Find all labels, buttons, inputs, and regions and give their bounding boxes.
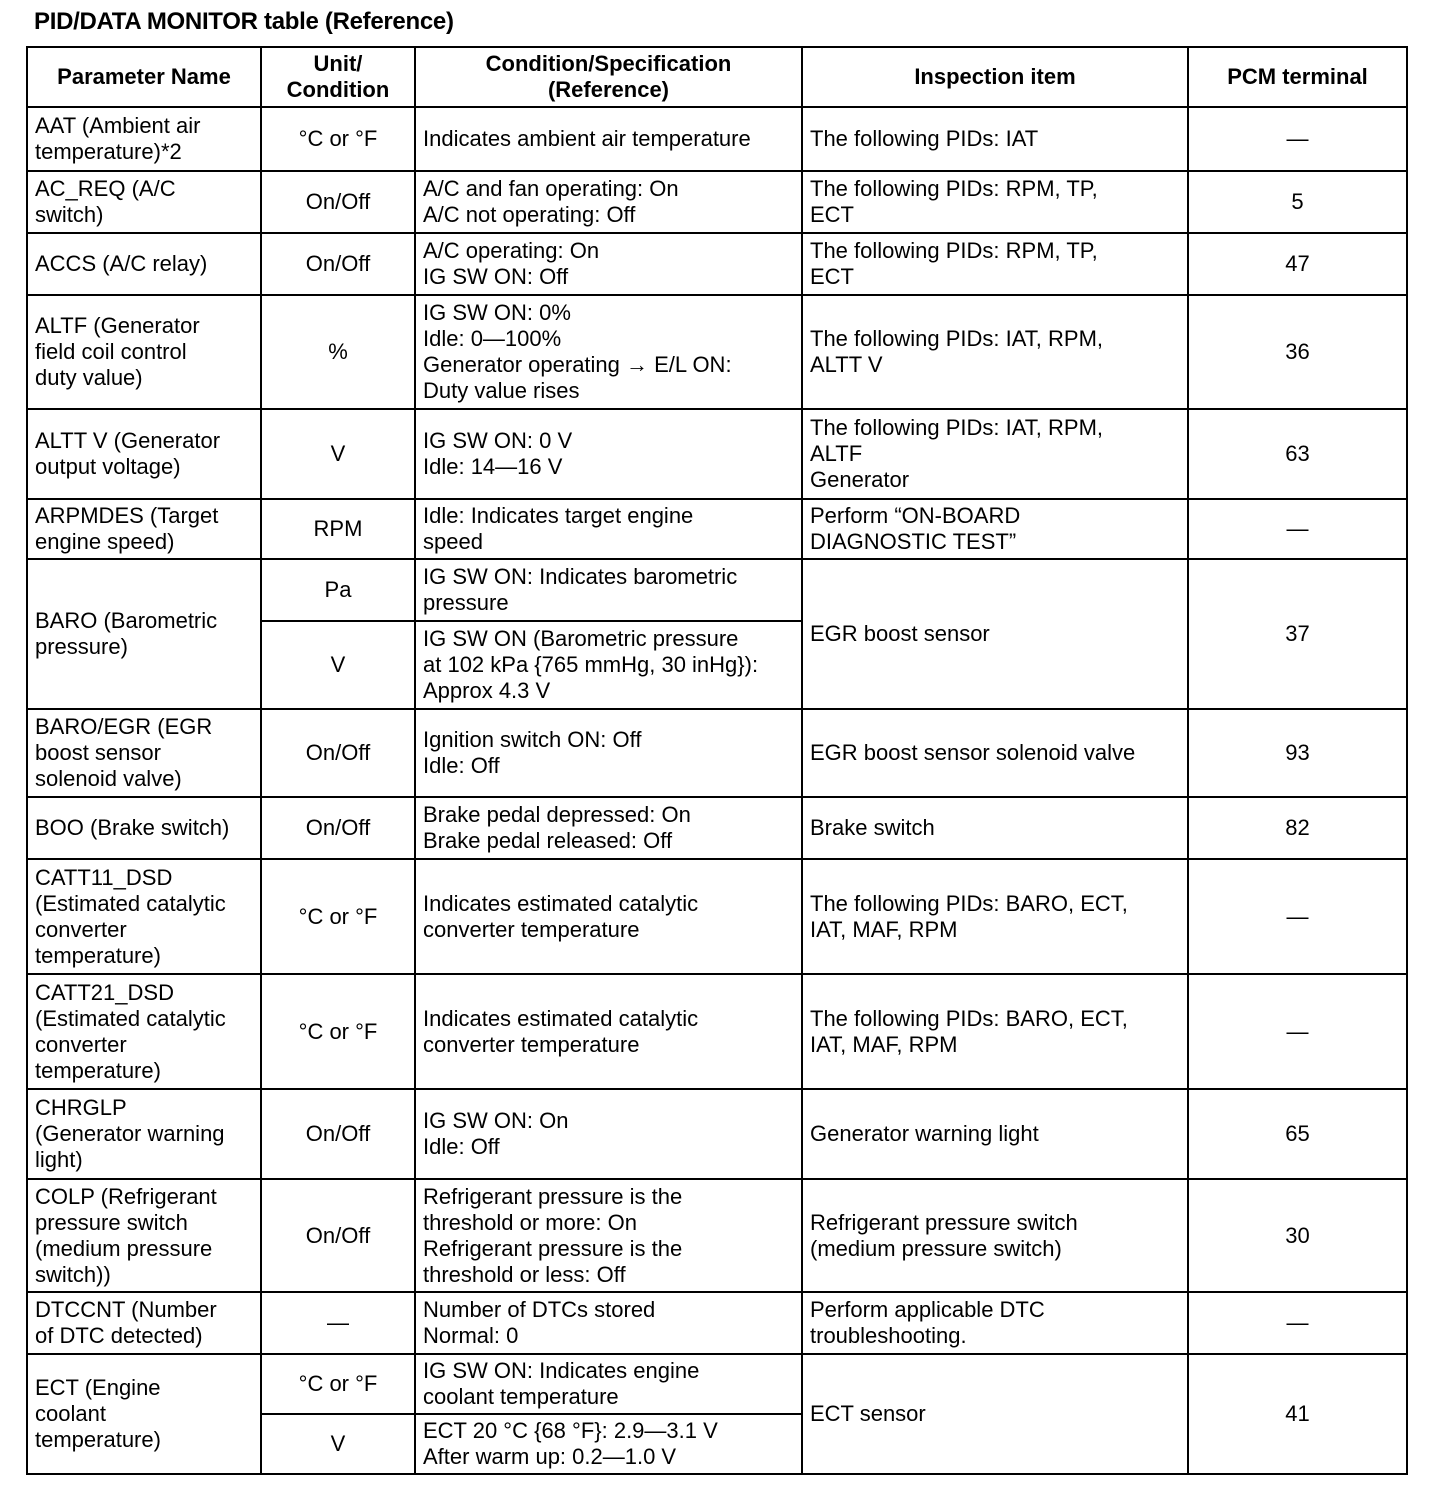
condition-specification: IG SW ON (Barometric pressure at 102 kPa {765 mmHg, 30 inHg}): Approx 4.3 V [415,621,802,709]
table-row [27,409,1407,499]
pcm-terminal: 41 [1188,1354,1407,1474]
unit-condition: On/Off [261,1179,415,1292]
parameter-name: ALTT V (Generator output voltage) [27,409,261,499]
parameter-name: COLP (Refrigerant pressure switch (medium pressure switch)) [27,1179,261,1292]
inspection-item: Refrigerant pressure switch (medium pressure switch) [802,1179,1188,1292]
page-title: PID/DATA MONITOR table (Reference) [34,8,454,35]
unit-condition: — [261,1292,415,1354]
inspection-item: Perform “ON-BOARD DIAGNOSTIC TEST” [802,499,1188,559]
pcm-terminal: 36 [1188,295,1407,409]
pcm-terminal: 63 [1188,409,1407,499]
parameter-name: ALTF (Generator field coil control duty value) [27,295,261,409]
unit-condition: RPM [261,499,415,559]
table-row [27,859,1407,974]
condition-specification: IG SW ON: On Idle: Off [415,1089,802,1179]
inspection-item: Perform applicable DTC troubleshooting. [802,1292,1188,1354]
unit-condition: On/Off [261,233,415,295]
parameter-name: AC_REQ (A/C switch) [27,171,261,233]
unit-condition: V [261,621,415,709]
condition-specification: Indicates estimated catalytic converter temperature [415,974,802,1089]
pcm-terminal: — [1188,107,1407,171]
condition-specification: A/C and fan operating: On A/C not operating: Off [415,171,802,233]
inspection-item: The following PIDs: RPM, TP, ECT [802,171,1188,233]
table-row [27,1354,1407,1414]
table-row [27,709,1407,797]
parameter-name: ARPMDES (Target engine speed) [27,499,261,559]
unit-condition: On/Off [261,1089,415,1179]
inspection-item: EGR boost sensor [802,559,1188,709]
pid-data-monitor-table [26,46,1408,1475]
pcm-terminal: 5 [1188,171,1407,233]
header-inspection-item: Inspection item [802,47,1188,107]
pcm-terminal: 47 [1188,233,1407,295]
condition-specification: Number of DTCs stored Normal: 0 [415,1292,802,1354]
pcm-terminal: — [1188,499,1407,559]
unit-condition: °C or °F [261,107,415,171]
unit-condition: On/Off [261,797,415,859]
inspection-item: The following PIDs: BARO, ECT, IAT, MAF, RPM [802,974,1188,1089]
unit-condition: °C or °F [261,1354,415,1414]
inspection-item: The following PIDs: IAT, RPM, ALTT V [802,295,1188,409]
unit-condition: V [261,409,415,499]
table-row [27,1089,1407,1179]
inspection-item: ECT sensor [802,1354,1188,1474]
condition-specification: Ignition switch ON: Off Idle: Off [415,709,802,797]
unit-condition: °C or °F [261,974,415,1089]
table-row [27,559,1407,621]
table-row [27,295,1407,409]
condition-specification: IG SW ON: 0% Idle: 0—100% Generator operating → E/L ON: Duty value rises [415,295,802,409]
table-row [27,171,1407,233]
condition-specification: Brake pedal depressed: On Brake pedal released: Off [415,797,802,859]
table-header-row [27,47,1407,107]
pcm-terminal: — [1188,974,1407,1089]
condition-specification: IG SW ON: Indicates engine coolant temperature [415,1354,802,1414]
parameter-name: CATT11_DSD (Estimated catalytic converter temperature) [27,859,261,974]
pcm-terminal: 37 [1188,559,1407,709]
condition-specification: Indicates estimated catalytic converter temperature [415,859,802,974]
condition-specification: A/C operating: On IG SW ON: Off [415,233,802,295]
inspection-item: Brake switch [802,797,1188,859]
condition-specification: Refrigerant pressure is the threshold or more: On Refrigerant pressure is the threshold or less: Off [415,1179,802,1292]
table-row [27,233,1407,295]
inspection-item: EGR boost sensor solenoid valve [802,709,1188,797]
parameter-name: BARO (Barometric pressure) [27,559,261,709]
parameter-name: DTCCNT (Number of DTC detected) [27,1292,261,1354]
table-row [27,974,1407,1089]
table-row [27,797,1407,859]
parameter-name: ACCS (A/C relay) [27,233,261,295]
parameter-name: CATT21_DSD (Estimated catalytic converter temperature) [27,974,261,1089]
condition-specification: Idle: Indicates target engine speed [415,499,802,559]
inspection-item: The following PIDs: IAT, RPM, ALTF Generator [802,409,1188,499]
pcm-terminal: — [1188,859,1407,974]
condition-specification: IG SW ON: 0 V Idle: 14—16 V [415,409,802,499]
header-pcm-terminal: PCM terminal [1188,47,1407,107]
unit-condition: On/Off [261,709,415,797]
parameter-name: ECT (Engine coolant temperature) [27,1354,261,1474]
condition-specification: Indicates ambient air temperature [415,107,802,171]
unit-condition: V [261,1414,415,1474]
header-unit-condition: Unit/ Condition [261,47,415,107]
inspection-item: Generator warning light [802,1089,1188,1179]
parameter-name: BARO/EGR (EGR boost sensor solenoid valve) [27,709,261,797]
table-row [27,1179,1407,1292]
header-condition-specification: Condition/Specification (Reference) [415,47,802,107]
header-parameter-name: Parameter Name [27,47,261,107]
condition-specification: ECT 20 °C {68 °F}: 2.9—3.1 V After warm up: 0.2—1.0 V [415,1414,802,1474]
parameter-name: AAT (Ambient air temperature)*2 [27,107,261,171]
table-row [27,499,1407,559]
pcm-terminal: 82 [1188,797,1407,859]
parameter-name: BOO (Brake switch) [27,797,261,859]
pcm-terminal: 65 [1188,1089,1407,1179]
table-row [27,1292,1407,1354]
inspection-item: The following PIDs: RPM, TP, ECT [802,233,1188,295]
unit-condition: Pa [261,559,415,621]
pcm-terminal: — [1188,1292,1407,1354]
inspection-item: The following PIDs: IAT [802,107,1188,171]
inspection-item: The following PIDs: BARO, ECT, IAT, MAF, RPM [802,859,1188,974]
unit-condition: °C or °F [261,859,415,974]
condition-specification: IG SW ON: Indicates barometric pressure [415,559,802,621]
unit-condition: On/Off [261,171,415,233]
pcm-terminal: 30 [1188,1179,1407,1292]
table-row [27,107,1407,171]
parameter-name: CHRGLP (Generator warning light) [27,1089,261,1179]
unit-condition: % [261,295,415,409]
pcm-terminal: 93 [1188,709,1407,797]
